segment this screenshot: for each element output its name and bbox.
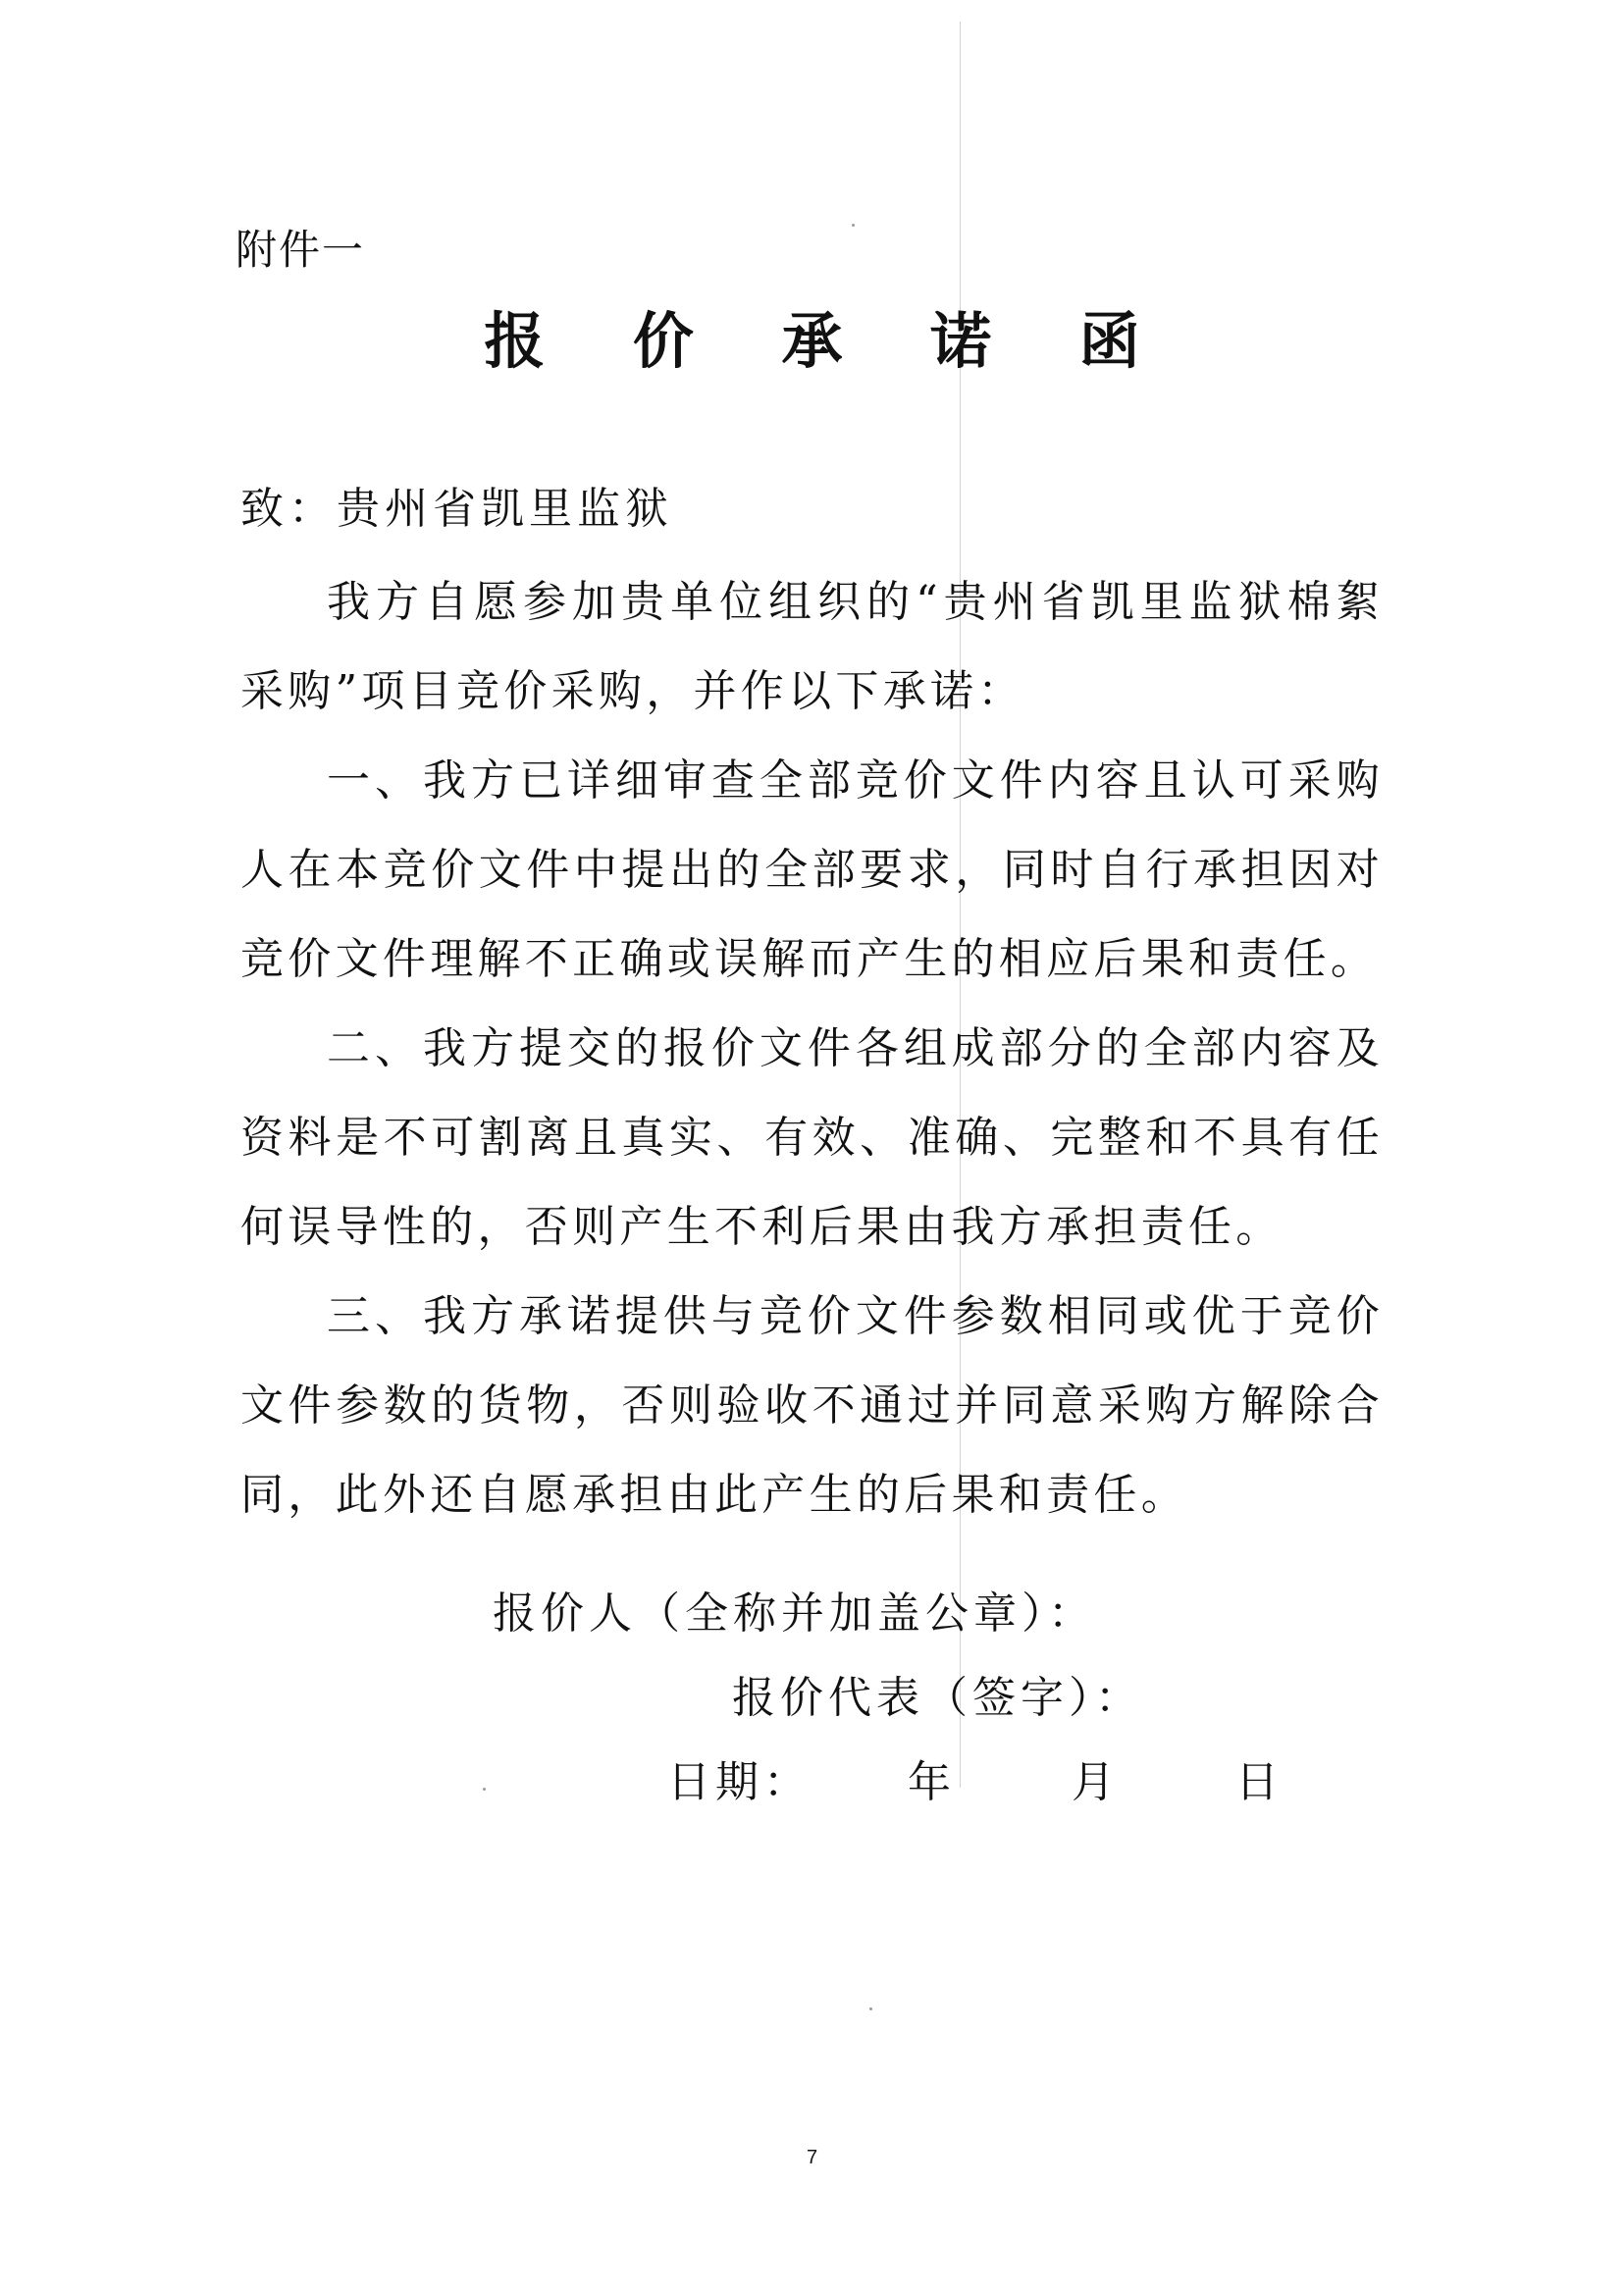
intro-paragraph: 我方自愿参加贵单位组织的“贵州省凯里监狱棉絮采购”项目竞价采购，并作以下承诺： <box>240 577 1384 716</box>
salutation: 致：贵州省凯里监狱 <box>240 484 673 534</box>
month-label: 月 <box>1072 1757 1120 1807</box>
page-number: 7 <box>806 2147 818 2168</box>
scan-speck <box>852 224 855 227</box>
bidder-signature-line: 报价人（全称并加盖公章）： <box>493 1588 1096 1639</box>
date-label: 日期： <box>667 1757 812 1807</box>
commitment-paragraph-1: 一、我方已详细审查全部竞价文件内容且认可采购人在本竞价文件中提出的全部要求，同时自行承担因对竞价文件理解不正确或误解而产生的相应后果和责任。 <box>240 755 1384 984</box>
commitment-paragraph-3: 三、我方承诺提供与竞价文件参数相同或优于竞价文件参数的货物，否则验收不通过并同意采购方解除合同，此外还自愿承担由此产生的后果和责任。 <box>240 1291 1384 1520</box>
attachment-label: 附件一 <box>236 226 366 274</box>
year-label: 年 <box>908 1757 956 1807</box>
date-line <box>667 1746 1283 1809</box>
scan-speck <box>483 1788 486 1791</box>
scan-speck <box>869 2007 872 2010</box>
letter-body <box>240 557 1384 1539</box>
day-label: 日 <box>1235 1757 1283 1807</box>
document-title: 报 价 承 诺 函 <box>484 305 1174 377</box>
commitment-paragraph-2: 二、我方提交的报价文件各组成部分的全部内容及资料是不可割离且真实、有效、准确、完整和不具有任何误导性的，否则产生不利后果由我方承担责任。 <box>240 1023 1384 1252</box>
representative-signature-line: 报价代表（签字）： <box>732 1673 1143 1723</box>
